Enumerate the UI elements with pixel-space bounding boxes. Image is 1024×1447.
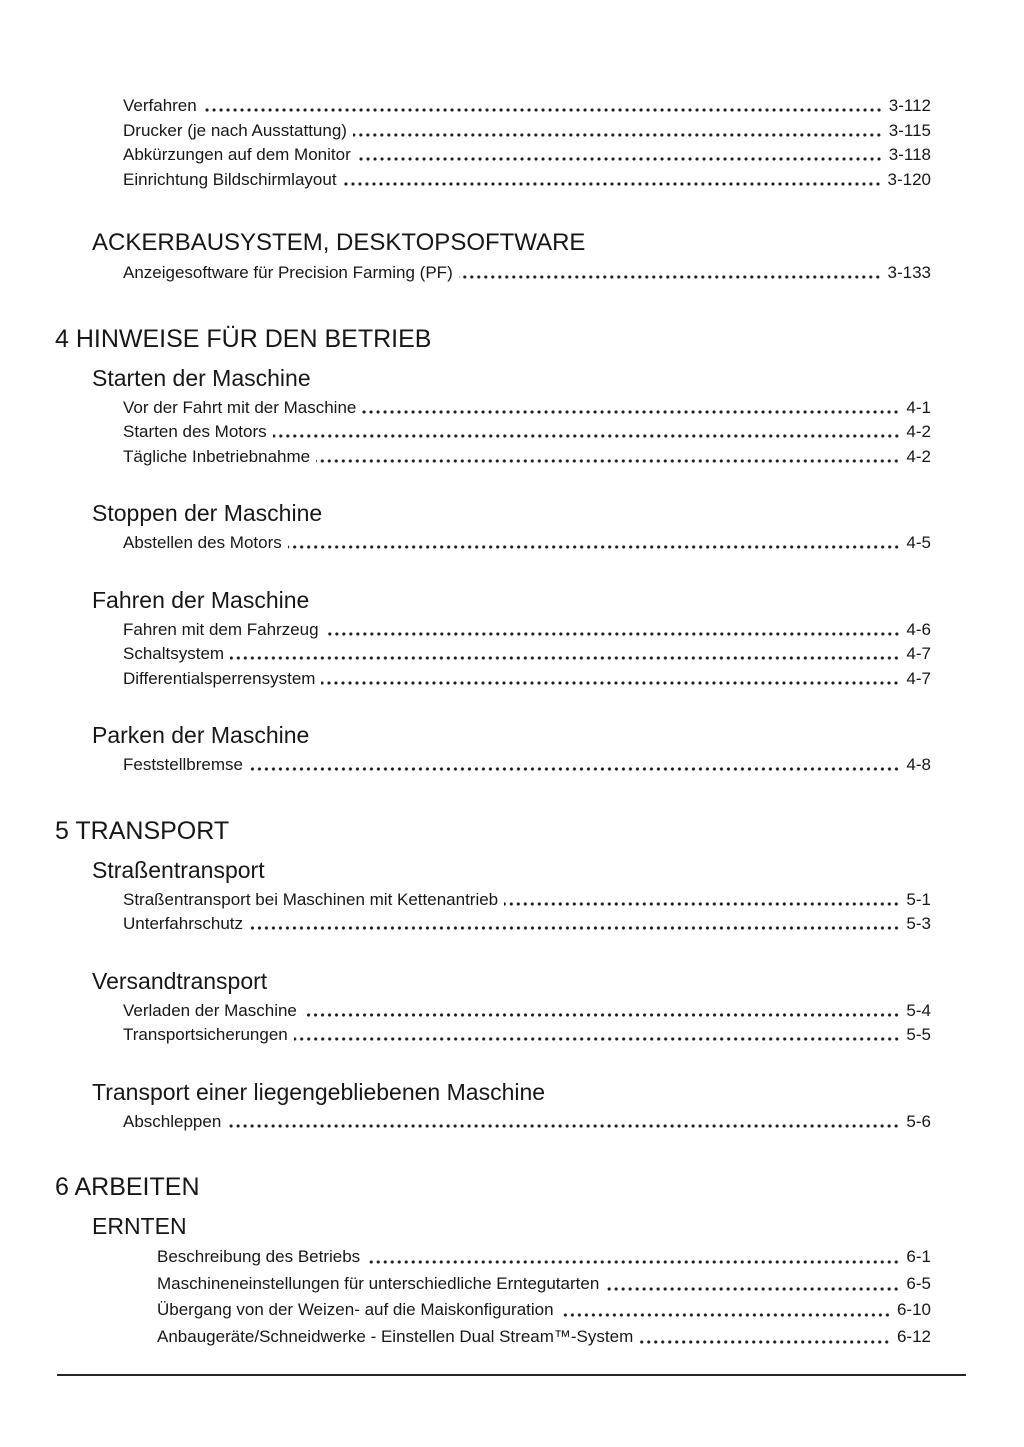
section-heading: Versandtransport [92, 967, 268, 994]
toc-entry-title: Straßentransport bei Maschinen mit Kettenantrieb [123, 889, 499, 909]
toc-entry-group [123, 618, 931, 692]
toc-entry [123, 531, 931, 556]
toc-entry-group [123, 999, 931, 1048]
toc-entry-title: Übergang von der Weizen- auf die Maiskonfiguration [157, 1300, 554, 1319]
dot-leader [366, 1260, 901, 1264]
toc-entry-group [123, 1110, 931, 1135]
toc-entry-group [123, 396, 931, 470]
toc-entry-page: 6-1 [906, 1247, 931, 1266]
toc-entry-title: Unterfahrschutz [123, 914, 243, 933]
dot-leader [605, 1287, 901, 1291]
dot-leader [294, 1037, 902, 1041]
section-heading: Starten der Maschine [92, 364, 311, 391]
dot-leader [459, 275, 883, 279]
toc-entry-page: 3-112 [888, 96, 931, 115]
section-heading: Stoppen der Maschine [92, 500, 323, 526]
toc-entry-page: 5-5 [906, 1025, 931, 1044]
toc-entry-title: Anbaugeräte/Schneidwerke - Einstellen Dual Stream™-System [157, 1326, 634, 1346]
section-heading: Transport einer liegengebliebenen Maschine [92, 1078, 546, 1105]
toc-entry [123, 1023, 931, 1048]
dot-leader [639, 1340, 892, 1344]
toc-entry [123, 94, 931, 119]
toc-entry [123, 1110, 931, 1135]
toc-entry-title: Abschleppen [123, 1111, 222, 1131]
toc-entry-title: Beschreibung des Betriebs [157, 1247, 361, 1266]
toc-entry-title: Abkürzungen auf dem Monitor [123, 145, 351, 164]
toc-entry-title: Einrichtung Bildschirmlayout [123, 169, 337, 189]
toc-entry-title: Verfahren [123, 96, 197, 115]
toc-entry-title: Transportsicherungen [123, 1025, 288, 1044]
toc-entry-group [123, 888, 931, 937]
section-heading: Fahren der Maschine [92, 586, 310, 613]
toc-entry [123, 912, 931, 937]
toc-entry [123, 168, 931, 193]
toc-entry-group [123, 531, 931, 556]
toc-entry-page: 6-12 [896, 1326, 931, 1346]
toc-entry [123, 445, 931, 470]
toc-entry-title: Fahren mit dem Fahrzeug [123, 619, 319, 639]
toc-entry [123, 420, 931, 445]
dot-leader [321, 681, 901, 685]
dot-leader [273, 434, 902, 438]
chapter-heading: 6 ARBEITEN [55, 1173, 200, 1201]
toc-entry-title: Feststellbremse [123, 755, 243, 774]
toc-entry [123, 143, 931, 168]
dot-leader [230, 656, 901, 660]
toc-entry-page: 4-1 [906, 397, 931, 417]
dot-leader [249, 926, 901, 930]
toc-entry-title: Tägliche Inbetriebnahme [123, 446, 311, 466]
toc-entry [123, 618, 931, 643]
toc-entry-page: 4-7 [906, 668, 931, 688]
dot-leader [325, 632, 902, 636]
toc-entry-page: 4-8 [906, 755, 931, 774]
toc-entry [157, 1271, 931, 1298]
toc-entry-title: Anzeigesoftware für Precision Farming (PF) [123, 263, 453, 282]
toc-entry-title: Verladen der Maschine [123, 1000, 297, 1020]
toc-entry-page: 3-115 [888, 120, 931, 140]
toc-entry-group [123, 261, 931, 286]
toc-entry [123, 667, 931, 692]
section-heading: Straßentransport [92, 856, 265, 883]
toc-entry-page: 4-2 [906, 422, 931, 441]
toc-entry-title: Drucker (je nach Ausstattung) [123, 120, 347, 140]
dot-leader [343, 182, 883, 186]
toc-entry-page: 4-2 [906, 446, 931, 466]
toc-entry-page: 5-6 [906, 1111, 931, 1131]
toc-entry-page: 3-120 [887, 169, 931, 189]
dot-leader [353, 133, 884, 137]
section-heading: ERNTEN [92, 1213, 187, 1239]
toc-entry-page: 5-4 [906, 1000, 931, 1020]
dot-leader [560, 1313, 892, 1317]
dot-leader [504, 902, 901, 906]
dot-leader [249, 767, 901, 771]
toc-entry-page: 6-5 [906, 1273, 931, 1293]
toc-entry-page: 3-118 [888, 145, 931, 164]
toc-entry-group [123, 753, 931, 778]
chapter-heading: 5 TRANSPORT [55, 816, 230, 845]
toc-entry-page: 5-3 [906, 914, 931, 933]
dot-leader [316, 459, 901, 463]
toc-entry-title: Maschineneinstellungen für unterschiedliche Erntegutarten [157, 1273, 600, 1293]
dot-leader [203, 108, 884, 112]
toc-entry [123, 999, 931, 1024]
toc-entry [123, 261, 931, 286]
dot-leader [357, 157, 884, 161]
toc-entry [157, 1244, 931, 1271]
toc-entry-title: Starten des Motors [123, 422, 267, 441]
toc-entry [123, 888, 931, 913]
section-heading: ACKERBAUSYSTEM, DESKTOPSOFTWARE [92, 229, 586, 256]
toc-entry-title: Vor der Fahrt mit der Maschine [123, 397, 357, 417]
dot-leader [303, 1013, 902, 1017]
toc-entry-group [123, 94, 931, 192]
dot-leader [288, 545, 902, 549]
chapter-heading: 4 HINWEISE FÜR DEN BETRIEB [55, 324, 432, 353]
toc-entry [123, 642, 931, 667]
section-heading: Parken der Maschine [92, 722, 310, 748]
toc-entry-page: 4-7 [906, 644, 931, 663]
toc-entry [123, 119, 931, 144]
toc-entry-page: 4-6 [906, 619, 931, 639]
dot-leader [227, 1124, 901, 1128]
dot-leader [362, 410, 901, 414]
toc-entry-page: 6-10 [896, 1300, 931, 1319]
toc-entry [123, 396, 931, 421]
toc-entry-title: Abstellen des Motors [123, 533, 282, 552]
toc-entry-page: 5-1 [906, 889, 931, 909]
toc-entry [157, 1297, 931, 1324]
toc-entry-title: Differentialsperrensystem [123, 668, 316, 688]
toc-entry [157, 1324, 931, 1351]
toc-entry-title: Schaltsystem [123, 644, 225, 663]
toc-entry [123, 753, 931, 778]
toc-entry-page: 4-5 [906, 533, 931, 552]
toc-entry-group [157, 1244, 931, 1350]
bottom-rule [57, 1374, 966, 1376]
toc-entry-page: 3-133 [887, 263, 931, 282]
